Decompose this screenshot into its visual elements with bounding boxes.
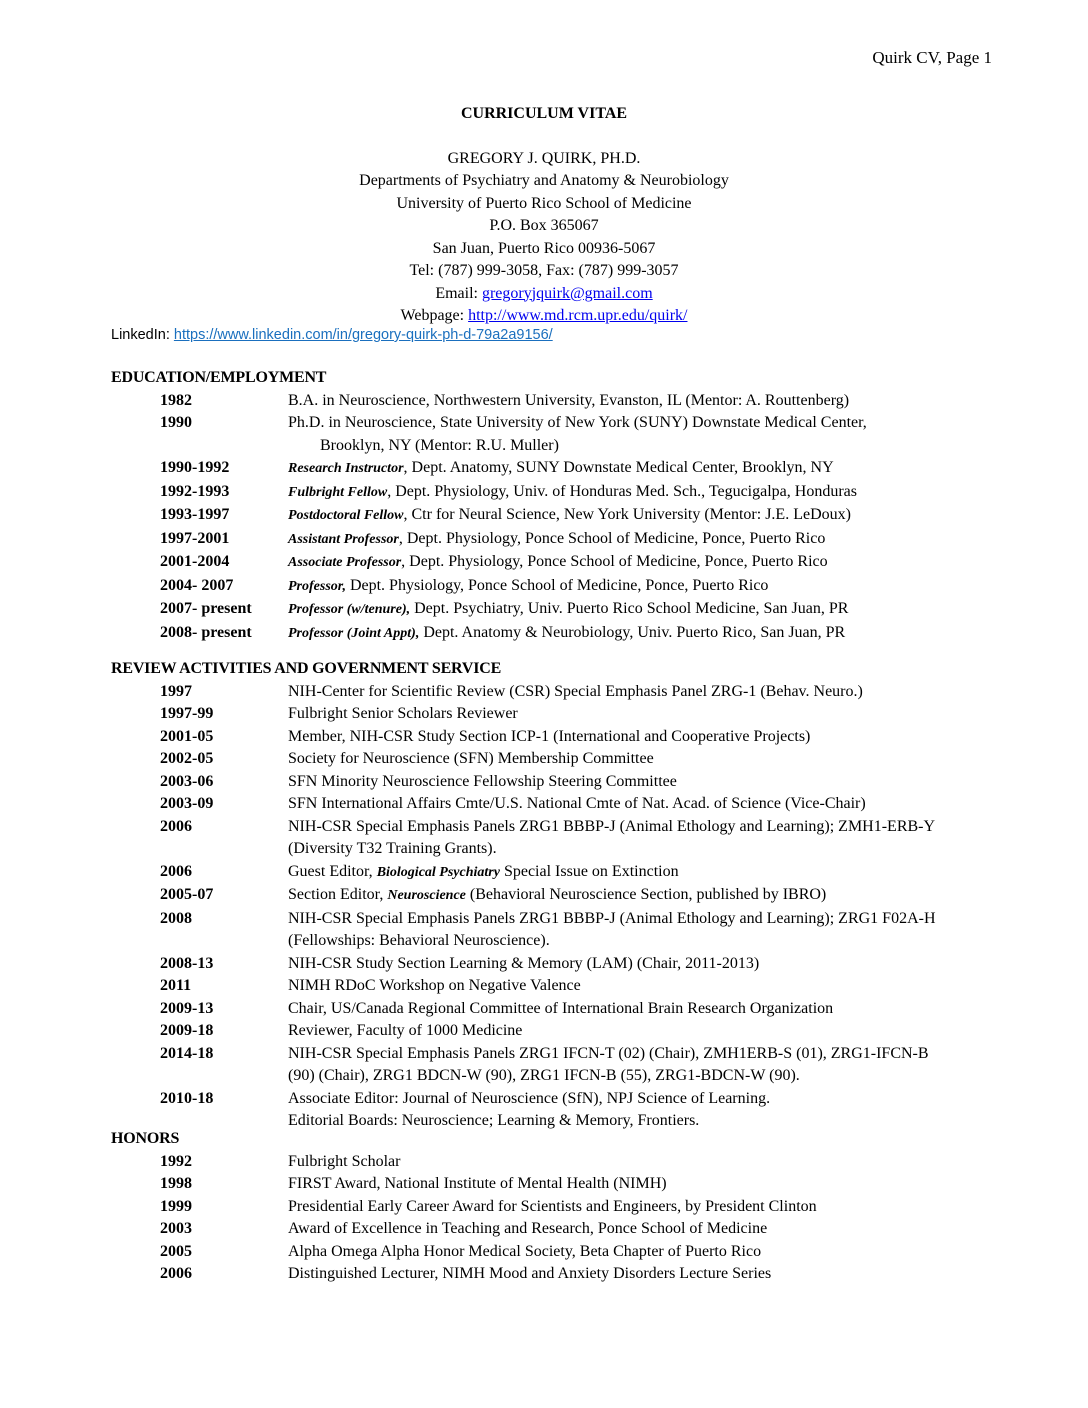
row-year: 2003-09: [160, 795, 214, 812]
row-description: [288, 1043, 1011, 1088]
row-description: [288, 861, 1011, 885]
review-list: [111, 681, 1011, 1133]
row-description: [288, 528, 1011, 552]
description-text: B.A. in Neuroscience, Northwestern University, Evanston, IL (Mentor: A. Routtenberg): [288, 391, 850, 409]
description-continuation: (Diversity T32 Training Grants).: [288, 840, 497, 857]
description-line: [288, 1088, 1011, 1111]
description-text-after: Special Issue on Extinction: [499, 862, 679, 880]
table-row: [111, 1151, 1011, 1174]
table-row: [111, 504, 1011, 528]
row-description: Distinguished Lecturer, NIMH Mood and Anxiety Disorders Lecture Series: [288, 1265, 772, 1282]
table-row: [111, 1218, 1011, 1241]
description-text: Section Editor,: [288, 886, 388, 903]
row-description: [288, 884, 1011, 908]
row-year: 1997-2001: [160, 529, 230, 547]
description-continuation: (Fellowships: Behavioral Neuroscience).: [288, 932, 550, 949]
description-text: Associate Editor: Journal of Neuroscience (SfN), NPJ Science of Learning.: [288, 1089, 771, 1107]
row-year: 1997-99: [160, 705, 214, 722]
row-description: [288, 412, 1011, 457]
position-title: Assistant Professor: [288, 531, 399, 547]
description-line: [288, 412, 1011, 435]
description-text: Fulbright Senior Scholars Reviewer: [288, 705, 518, 722]
row-description: [288, 748, 1011, 771]
description-line: [288, 726, 1011, 749]
description-text: Member, NIH-CSR Study Section ICP-1 (International and Cooperative Projects): [288, 727, 811, 745]
description-text: SFN Minority Neuroscience Fellowship Steering Committee: [288, 772, 677, 790]
description-continuation: (90) (Chair), ZRG1 BDCN-W (90), ZRG1 IFCN-B (55), ZRG1-BDCN-W (90).: [288, 1067, 800, 1084]
description-text: SFN International Affairs Cmte/U.S. National Cmte of Nat. Acad. of Science (Vice-Chair): [288, 795, 866, 812]
description-text: , Dept. Anatomy, SUNY Downstate Medical Center, Brooklyn, NY: [403, 459, 834, 476]
table-row: [111, 1088, 1011, 1133]
description-text: NIH-Center for Scientific Review (CSR) Special Emphasis Panel ZRG-1 (Behav. Neuro.): [288, 682, 863, 700]
webpage-label: Webpage:: [400, 307, 469, 324]
description-text-after: (Behavioral Neuroscience Section, published by IBRO): [465, 886, 827, 903]
row-description: [288, 1088, 1011, 1133]
row-description: [288, 681, 1011, 704]
position-title: Research Instructor: [288, 461, 404, 476]
description-text: Dept. Anatomy & Neurobiology, Univ. Puerto Rico, San Juan, PR: [419, 623, 846, 641]
row-description: [288, 908, 1011, 953]
description-line: [288, 1020, 1011, 1043]
row-year: 2007- present: [160, 600, 252, 617]
table-row: [111, 748, 1011, 771]
webpage-line: [0, 305, 1088, 328]
row-year: 2009-18: [160, 1022, 214, 1039]
position-title: Professor (w/tenure),: [288, 602, 411, 617]
row-description: [288, 575, 1011, 599]
section-heading-education: EDUCATION/EMPLOYMENT: [111, 369, 327, 386]
email-line: [0, 283, 1088, 306]
row-description: [288, 816, 1011, 861]
table-row: [111, 412, 1011, 457]
section-honors: [111, 1128, 1011, 1286]
description-line: [288, 390, 1011, 413]
row-description: [288, 390, 1011, 413]
table-row: [111, 575, 1011, 599]
row-year: 2006: [160, 862, 192, 880]
section-education: [111, 367, 1011, 645]
row-description: FIRST Award, National Institute of Mental Health (NIMH): [288, 1175, 667, 1192]
table-row: [111, 1241, 1011, 1264]
row-year: 2008- present: [160, 623, 252, 641]
title-block: [0, 103, 1088, 328]
description-text: Dept. Physiology, Ponce School of Medicine, Ponce, Puerto Rico: [345, 576, 769, 594]
table-row: [111, 1196, 1011, 1219]
row-description: [288, 457, 1011, 481]
row-year: 2008-13: [160, 954, 214, 972]
section-heading-honors: HONORS: [111, 1130, 180, 1147]
row-year: 2003-06: [160, 772, 214, 790]
linkedin-line: [111, 327, 553, 343]
institution: University of Puerto Rico School of Medicine: [396, 194, 692, 212]
row-description: [288, 1020, 1011, 1043]
description-text: NIH-CSR Special Emphasis Panels ZRG1 BBBP-J (Animal Ethology and Learning); ZRG1 F02A-H: [288, 909, 936, 927]
row-year: 1993-1997: [160, 506, 230, 523]
row-description: [288, 953, 1011, 976]
description-text: Society for Neuroscience (SFN) Membership Committee: [288, 750, 654, 767]
department: Departments of Psychiatry and Anatomy & Neurobiology: [359, 172, 729, 189]
row-year: 1997: [160, 682, 192, 700]
section-review: [111, 658, 1011, 1133]
table-row: [111, 551, 1011, 575]
description-line: [288, 703, 1011, 726]
description-line: [288, 908, 1011, 931]
description-line: [288, 998, 1011, 1021]
description-line: [288, 748, 1011, 771]
row-year: 2001-05: [160, 727, 214, 745]
table-row: [111, 816, 1011, 861]
table-row: [111, 884, 1011, 908]
row-year: 2011: [160, 977, 192, 994]
table-row: [111, 908, 1011, 953]
description-line: [288, 504, 1011, 528]
table-row: [111, 481, 1011, 505]
description-line: [288, 975, 1011, 998]
table-row: [111, 975, 1011, 998]
row-year: 2003: [160, 1220, 192, 1237]
row-year: 2009-13: [160, 999, 214, 1017]
row-year: 2001-2004: [160, 553, 230, 570]
row-description: [288, 771, 1011, 794]
table-row: [111, 681, 1011, 704]
row-year: 2006: [160, 1265, 192, 1282]
section-heading-review: REVIEW ACTIVITIES AND GOVERNMENT SERVICE: [111, 660, 502, 677]
description-line: [288, 551, 1011, 575]
honors-list: [111, 1151, 1011, 1286]
row-year: 1990-1992: [160, 459, 230, 476]
description-text: NIH-CSR Study Section Learning & Memory (LAM) (Chair, 2011-2013): [288, 954, 760, 972]
table-row: [111, 771, 1011, 794]
row-description: [288, 598, 1011, 622]
row-year: 2004- 2007: [160, 576, 234, 594]
row-description: Award of Excellence in Teaching and Research, Ponce School of Medicine: [288, 1220, 768, 1237]
email-label: Email:: [435, 284, 482, 302]
description-line: [288, 953, 1011, 976]
description-continuation: Editorial Boards: Neuroscience; Learning & Memory, Frontiers.: [288, 1112, 700, 1129]
row-year: 1999: [160, 1197, 192, 1215]
table-row: [111, 457, 1011, 481]
row-description: Fulbright Scholar: [288, 1152, 401, 1170]
row-year: 1992: [160, 1152, 192, 1170]
description-line: [288, 575, 1011, 599]
table-row: [111, 953, 1011, 976]
row-description: Presidential Early Career Award for Scientists and Engineers, by President Clinton: [288, 1197, 817, 1215]
description-line: [288, 771, 1011, 794]
author-name: GREGORY J. QUIRK, PH.D.: [447, 149, 641, 167]
description-line: [288, 884, 1011, 908]
row-year: 1992-1993: [160, 482, 230, 500]
table-row: [111, 793, 1011, 816]
table-row: [111, 998, 1011, 1021]
description-line: [288, 622, 1011, 646]
city-address: San Juan, Puerto Rico 00936-5067: [432, 239, 656, 257]
table-row: [111, 726, 1011, 749]
row-year: 2008: [160, 909, 192, 927]
journal-title: Biological Psychiatry: [376, 864, 500, 880]
description-continuation: Brooklyn, NY (Mentor: R.U. Muller): [320, 436, 559, 454]
row-year: 1982: [160, 391, 192, 409]
linkedin-link[interactable]: https://www.linkedin.com/in/gregory-quirk-ph-d-79a2a9156/: [173, 327, 553, 343]
row-description: [288, 504, 1011, 528]
description-text: NIMH RDoC Workshop on Negative Valence: [288, 977, 581, 994]
description-text: , Dept. Physiology, Ponce School of Medicine, Ponce, Puerto Rico: [398, 529, 826, 547]
phone-fax: Tel: (787) 999-3058, Fax: (787) 999-3057: [409, 262, 679, 279]
description-line: [288, 793, 1011, 816]
row-year: 2010-18: [160, 1089, 214, 1107]
description-text: Chair, US/Canada Regional Committee of International Brain Research Organization: [288, 999, 834, 1017]
table-row: [111, 1173, 1011, 1196]
row-description: [288, 622, 1011, 646]
position-title: Professor,: [288, 578, 346, 594]
description-line: [288, 861, 1011, 885]
row-year: 2014-18: [160, 1044, 214, 1062]
row-year: 1990: [160, 414, 192, 431]
description-text: Reviewer, Faculty of 1000 Medicine: [288, 1022, 523, 1039]
table-row: [111, 703, 1011, 726]
description-text: Dept. Psychiatry, Univ. Puerto Rico School Medicine, San Juan, PR: [410, 600, 849, 617]
table-row: [111, 1043, 1011, 1088]
description-text: NIH-CSR Special Emphasis Panels ZRG1 IFCN-T (02) (Chair), ZMH1ERB-S (01), ZRG1-IFCN-B: [288, 1044, 929, 1062]
table-row: [111, 598, 1011, 622]
education-list: [111, 390, 1011, 646]
position-title: Fulbright Fellow: [288, 484, 388, 500]
webpage-link[interactable]: http://www.md.rcm.upr.edu/quirk/: [468, 307, 688, 324]
description-text: , Ctr for Neural Science, New York University (Mentor: J.E. LeDoux): [403, 506, 851, 523]
table-row: [111, 390, 1011, 413]
table-row: [111, 622, 1011, 646]
table-row: [111, 1263, 1011, 1286]
description-line: [288, 457, 1011, 481]
email-link[interactable]: gregoryjquirk@gmail.com: [481, 284, 653, 302]
row-year: 1998: [160, 1175, 192, 1192]
linkedin-label: LinkedIn:: [111, 327, 174, 343]
position-title: Professor (Joint Appt),: [288, 625, 420, 641]
table-row: [111, 861, 1011, 885]
row-year: 2005-07: [160, 886, 214, 903]
row-description: [288, 793, 1011, 816]
table-row: [111, 528, 1011, 552]
row-description: [288, 726, 1011, 749]
position-title: Associate Professor: [288, 555, 402, 570]
row-description: [288, 975, 1011, 998]
description-line: [288, 1043, 1011, 1066]
description-text: , Dept. Physiology, Ponce School of Medicine, Ponce, Puerto Rico: [401, 553, 828, 570]
row-year: 2005: [160, 1242, 192, 1260]
position-title: Postdoctoral Fellow: [288, 508, 404, 523]
description-text: Ph.D. in Neuroscience, State University of New York (SUNY) Downstate Medical Center,: [288, 414, 867, 431]
document-title: CURRICULUM VITAE: [460, 105, 628, 122]
journal-title: Neuroscience: [387, 888, 466, 903]
table-row: [111, 1020, 1011, 1043]
description-line: [288, 528, 1011, 552]
row-description: [288, 703, 1011, 726]
row-year: 2006: [160, 817, 192, 835]
row-description: [288, 551, 1011, 575]
page-header: Quirk CV, Page 1: [872, 48, 992, 67]
description-text: , Dept. Physiology, Univ. of Honduras Med. Sch., Tegucigalpa, Honduras: [387, 482, 857, 500]
description-text: NIH-CSR Special Emphasis Panels ZRG1 BBBP-J (Animal Ethology and Learning); ZMH1-ERB-Y: [288, 817, 936, 835]
row-description: Alpha Omega Alpha Honor Medical Society, Beta Chapter of Puerto Rico: [288, 1242, 762, 1260]
row-year: 2002-05: [160, 750, 214, 767]
row-description: [288, 481, 1011, 505]
po-box: P.O. Box 365067: [489, 217, 599, 234]
description-line: [288, 681, 1011, 704]
description-line: [288, 598, 1011, 622]
description-line: [288, 481, 1011, 505]
description-line: [288, 816, 1011, 839]
row-description: [288, 998, 1011, 1021]
description-text: Guest Editor,: [288, 862, 377, 880]
